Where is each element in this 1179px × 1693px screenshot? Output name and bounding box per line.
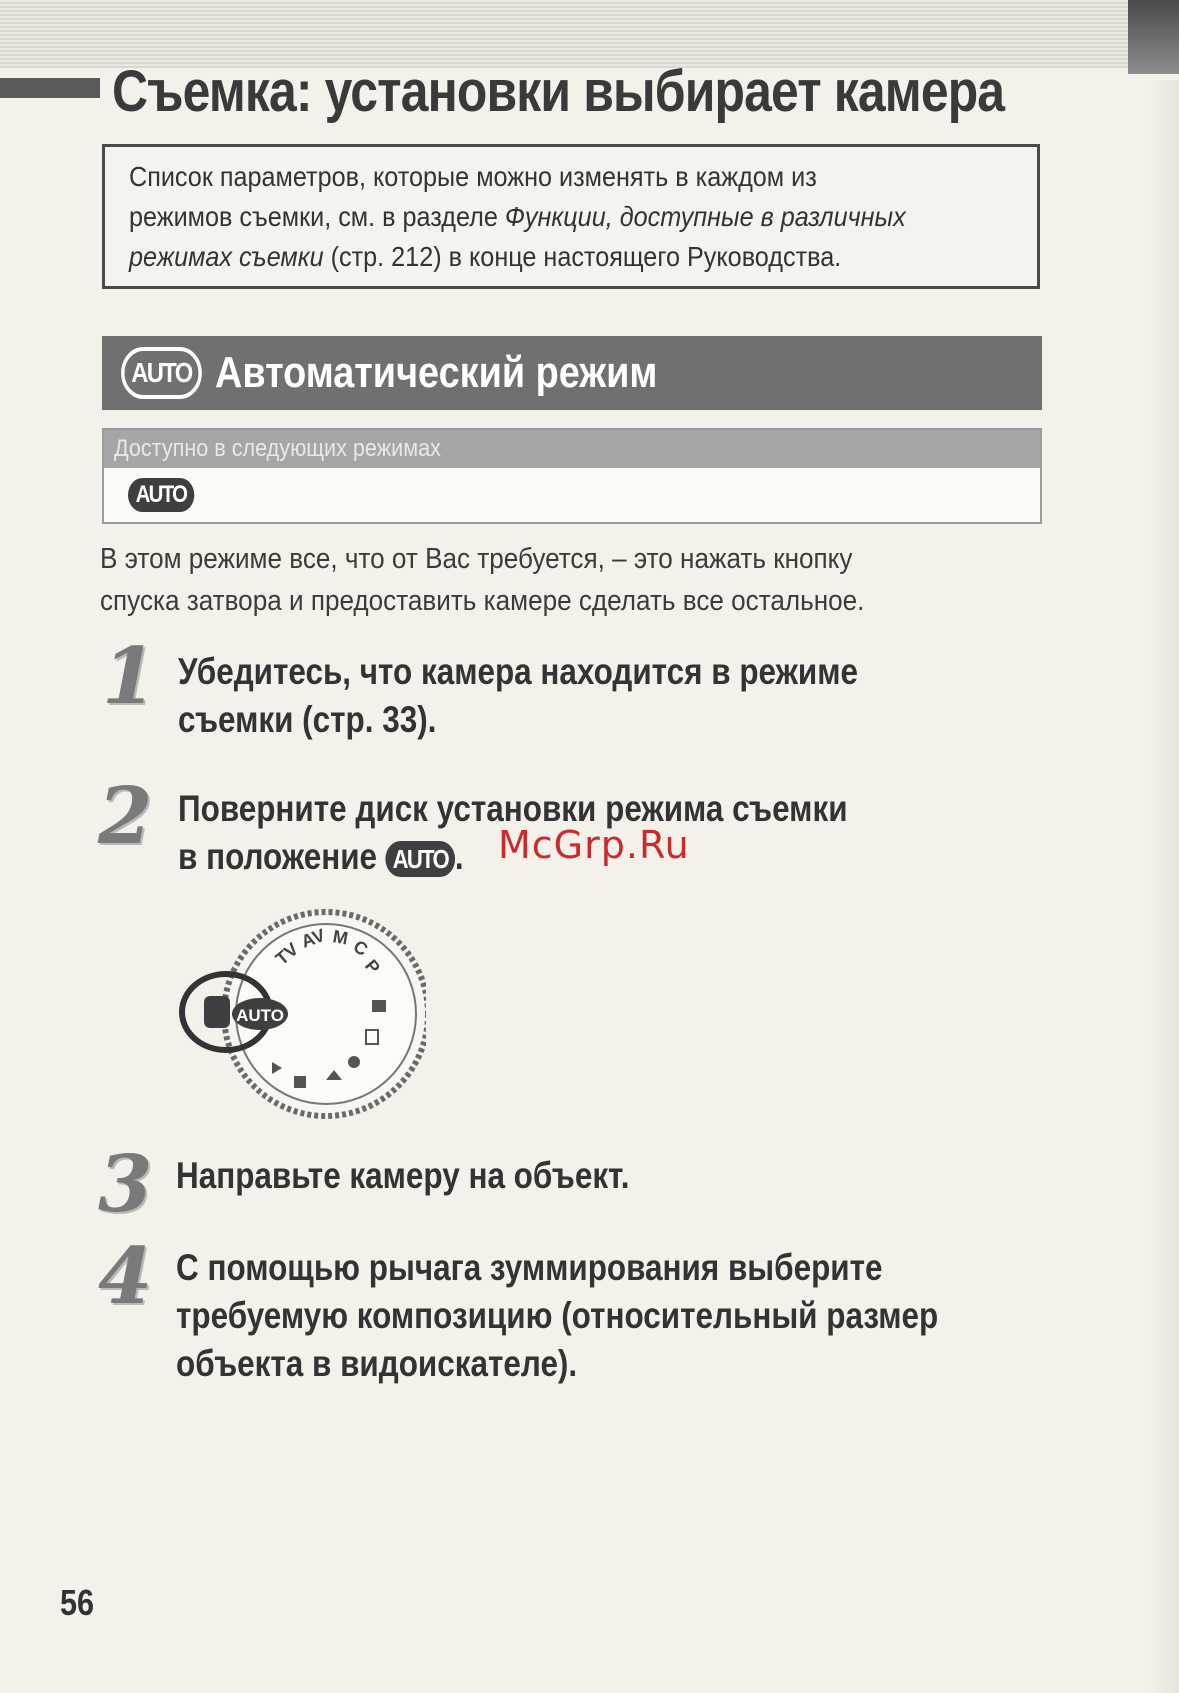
mode-dial-illustration: [176, 902, 426, 1124]
auto-mode-icon: AUTO: [386, 841, 455, 877]
step-number: 1: [102, 631, 157, 722]
dial-auto-label: AUTO: [236, 1006, 284, 1025]
step-4-text: С помощью рычага зуммирования выберите требуемую композицию (относительный размер объекта в видоискателе).: [176, 1247, 939, 1384]
dial-label-m: M: [331, 926, 350, 949]
auto-mode-icon: AUTO: [128, 478, 194, 512]
section-header: [102, 336, 1042, 410]
page-edge-shadow: [1150, 80, 1179, 1693]
intro-paragraph: В этом режиме все, что от Вас требуется, – это нажать кнопку спуска затвора и предоставить камере сделать все остальное.: [100, 543, 865, 617]
available-modes-box: [102, 428, 1042, 524]
page-title: Съемка: установки выбирает камера: [112, 59, 1005, 124]
section-title: Автоматический режим: [214, 348, 658, 397]
movie-icon: [372, 1000, 386, 1012]
corner-shading: [1128, 0, 1179, 74]
step-number: 3: [98, 1139, 153, 1230]
dial-label-tv: TV: [271, 938, 303, 970]
note-line-3: режимах съемки (стр. 212) в конце настоящего Руководства.: [129, 241, 842, 272]
available-modes-header: Доступно в следующих режимах: [104, 430, 1040, 468]
step-3-text: Направьте камеру на объект.: [176, 1155, 630, 1196]
dial-label-p: P: [360, 955, 384, 978]
page-number: 56: [60, 1582, 95, 1623]
note-line-2: режимов съемки, см. в разделе Функции, доступные в различных: [129, 201, 906, 232]
night-icon: [294, 1076, 306, 1088]
step-number: 2: [98, 771, 153, 862]
title-marker-bar: [0, 78, 100, 98]
watermark: McGrp.Ru: [498, 823, 690, 867]
note-line-1: Список параметров, которые можно изменять в каждом из: [129, 161, 817, 192]
step-1-text: Убедитесь, что камера находится в режиме съемки (стр. 33).: [178, 651, 858, 740]
reference-note-box: [102, 144, 1040, 289]
dial-label-av: AV: [298, 924, 328, 952]
portrait-icon: [348, 1056, 360, 1068]
dial-label-c: C: [350, 936, 372, 960]
step-2-text: Поверните диск установки режима съемки в положение AUTO .: [178, 788, 848, 877]
step-number: 4: [98, 1231, 153, 1322]
auto-mode-icon: AUTO: [121, 347, 202, 399]
pointer-icon: [204, 996, 230, 1028]
